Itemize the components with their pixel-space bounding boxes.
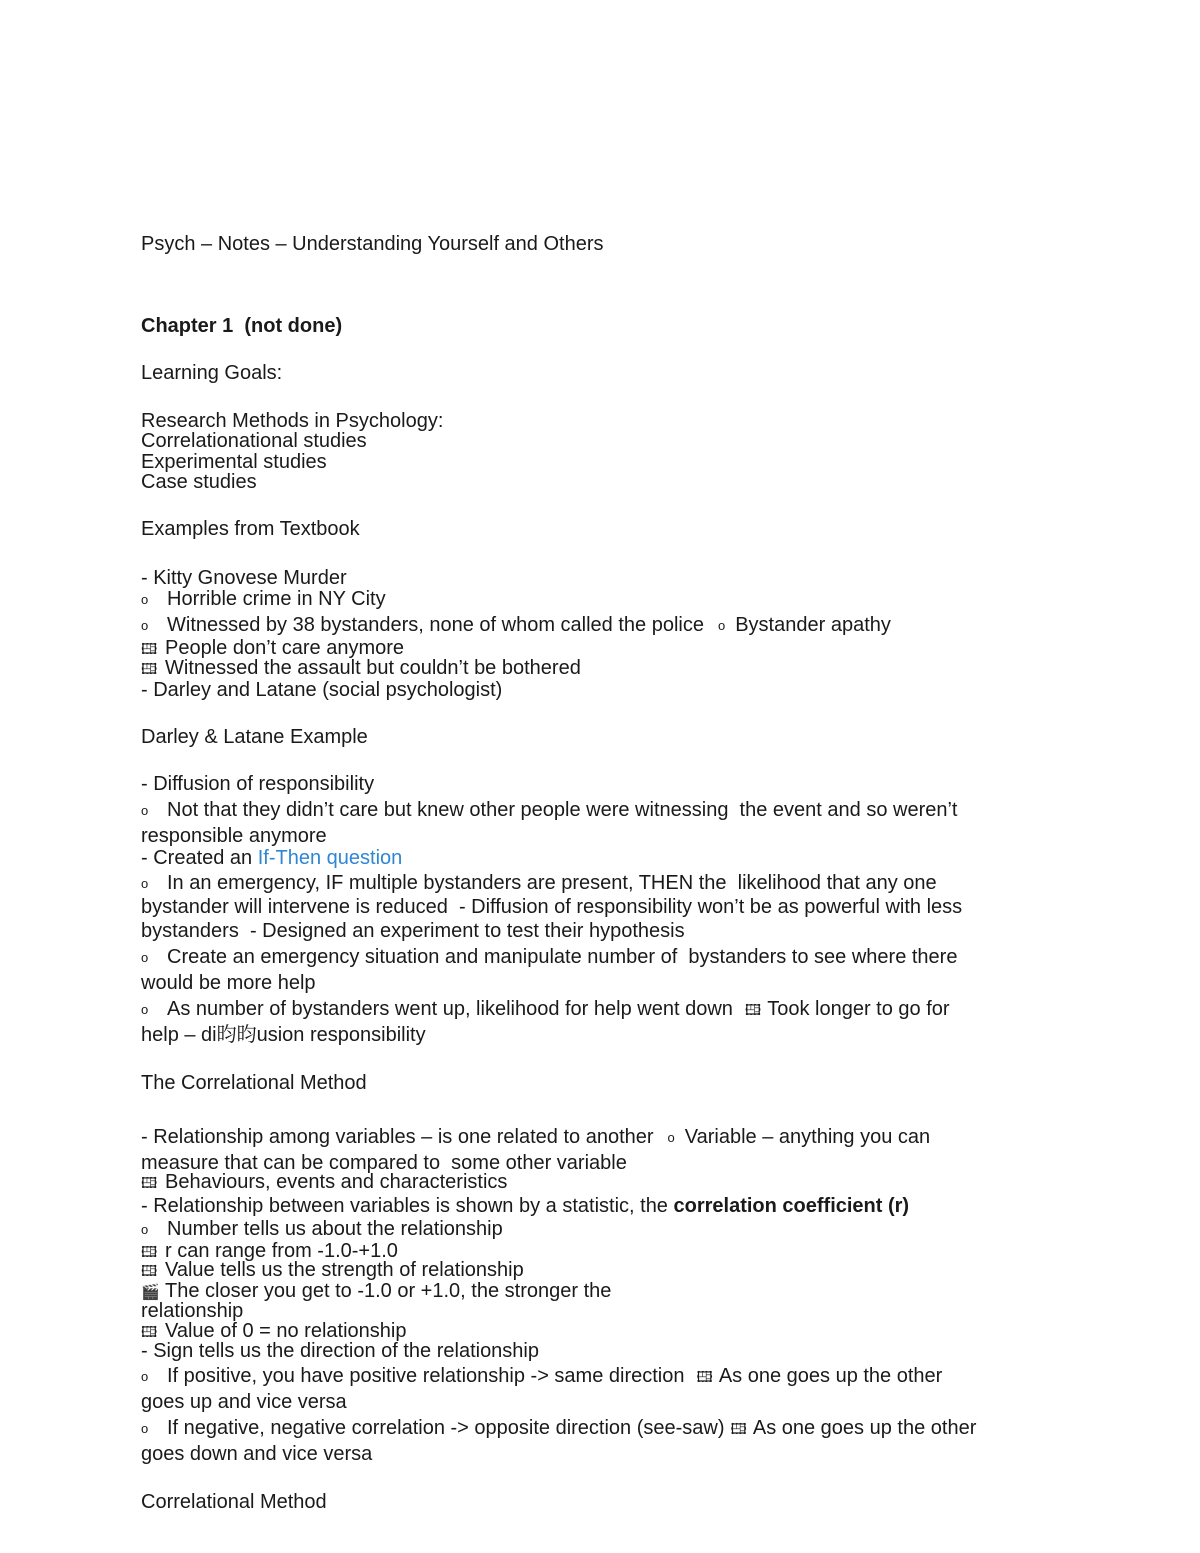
circle-bullet-icon: o: [141, 592, 149, 607]
square-bullet-icon: 🖽: [141, 1244, 158, 1261]
correlational-method-heading: Correlational Method: [141, 1491, 327, 1513]
emergency-item: o In an emergency, IF multiple bystanders are present, THEN the likelihood that any one: [141, 872, 937, 894]
relationship-item: - Relationship among variables – is one related to another o Variable – anything you can: [141, 1126, 931, 1148]
circle-bullet-icon: o: [141, 1222, 149, 1237]
behaviours-item: 🖽 Behaviours, events and characteristics: [141, 1171, 508, 1193]
kitty-sub-item: 🖽 Witnessed the assault but couldn’t be bothered: [141, 657, 581, 679]
circle-bullet-icon: o: [141, 618, 149, 633]
statistic-item: - Relationship between variables is shown by a statistic, the correlation coefficient (r): [141, 1195, 910, 1217]
kitty-item: - Kitty Gnovese Murder: [141, 567, 347, 589]
method-item: Experimental studies: [141, 451, 327, 473]
if-then-item: - Created an If-Then question: [141, 847, 403, 869]
create-item: o Create an emergency situation and manipulate number of bystanders to see where there: [141, 946, 958, 968]
circle-bullet-icon: o: [141, 1369, 149, 1384]
relationship-item-cont: measure that can be compared to some other variable: [141, 1152, 627, 1174]
research-methods-heading: Research Methods in Psychology:: [141, 410, 444, 432]
kitty-sub-item: o Witnessed by 38 bystanders, none of whom called the police o Bystander apathy: [141, 614, 891, 636]
circle-bullet-icon: o: [717, 618, 726, 633]
r-range-item: 🖽 r can range from -1.0-+1.0: [141, 1240, 398, 1262]
square-bullet-icon: 🖽: [141, 1324, 158, 1341]
negative-item-cont: goes down and vice versa: [141, 1443, 373, 1465]
value-strength-item: 🖽 Value tells us the strength of relationship: [141, 1259, 524, 1281]
square-bullet-icon: 🖽: [141, 1175, 158, 1192]
doc-title: Psych – Notes – Understanding Yourself and Others: [141, 233, 604, 255]
kitty-sub-item: 🖽 People don’t care anymore: [141, 637, 405, 659]
emergency-item-cont: bystander will intervene is reduced - Diffusion of responsibility won’t be as powerful with less: [141, 896, 963, 918]
closer-item-cont: relationship: [141, 1300, 244, 1322]
negative-item: o If negative, negative correlation -> opposite direction (see-saw) 🖽 As one goes up the other: [141, 1417, 977, 1439]
method-item: Case studies: [141, 471, 257, 493]
diffusion-item: - Diffusion of responsibility: [141, 773, 375, 795]
chapter-heading: Chapter 1 (not done): [141, 315, 343, 337]
circle-bullet-icon: o: [141, 803, 149, 818]
method-item: Correlationational studies: [141, 430, 367, 452]
clapper-bullet-icon: 🎬: [141, 1284, 160, 1301]
square-bullet-icon: 🖽: [141, 1263, 158, 1280]
kitty-sub-item: o Horrible crime in NY City: [141, 588, 386, 610]
examples-heading: Examples from Textbook: [141, 518, 360, 540]
bystander-number-item: o As number of bystanders went up, likelihood for help went down 🖽 Took longer to go for: [141, 998, 950, 1020]
bystander-number-item-cont: help – di昀昀usion responsibility: [141, 1024, 426, 1046]
number-tells-item: o Number tells us about the relationship: [141, 1218, 503, 1240]
square-bullet-icon: 🖽: [141, 661, 158, 678]
square-bullet-icon: 🖽: [141, 641, 158, 658]
value-zero-item: 🖽 Value of 0 = no relationship: [141, 1320, 407, 1342]
if-then-link[interactable]: If-Then question: [257, 847, 403, 869]
square-bullet-icon: 🖽: [730, 1421, 747, 1438]
positive-item-cont: goes up and vice versa: [141, 1391, 347, 1413]
correlational-heading: The Correlational Method: [141, 1072, 367, 1094]
learning-goals-label: Learning Goals:: [141, 362, 283, 384]
square-bullet-icon: 🖽: [696, 1369, 713, 1386]
circle-bullet-icon: o: [141, 1002, 149, 1017]
square-bullet-icon: 🖽: [744, 1002, 762, 1019]
diffusion-sub-item: o Not that they didn’t care but knew other people were witnessing the event and so weren’t: [141, 799, 958, 821]
correlation-coefficient-term: correlation coefficient (r): [673, 1195, 910, 1217]
circle-bullet-icon: o: [667, 1130, 675, 1145]
circle-bullet-icon: o: [141, 876, 149, 891]
positive-item: o If positive, you have positive relationship -> same direction 🖽 As one goes up the other: [141, 1365, 943, 1387]
darley-heading: Darley & Latane Example: [141, 726, 368, 748]
closer-item: 🎬 The closer you get to -1.0 or +1.0, the stronger the: [141, 1280, 612, 1302]
circle-bullet-icon: o: [141, 950, 149, 965]
darley-item: - Darley and Latane (social psychologist): [141, 679, 503, 701]
circle-bullet-icon: o: [141, 1421, 149, 1436]
create-item-cont: would be more help: [141, 972, 316, 994]
emergency-item-cont: bystanders - Designed an experiment to test their hypothesis: [141, 920, 685, 942]
sign-item: - Sign tells us the direction of the relationship: [141, 1340, 539, 1362]
diffusion-sub-item-cont: responsible anymore: [141, 825, 327, 847]
